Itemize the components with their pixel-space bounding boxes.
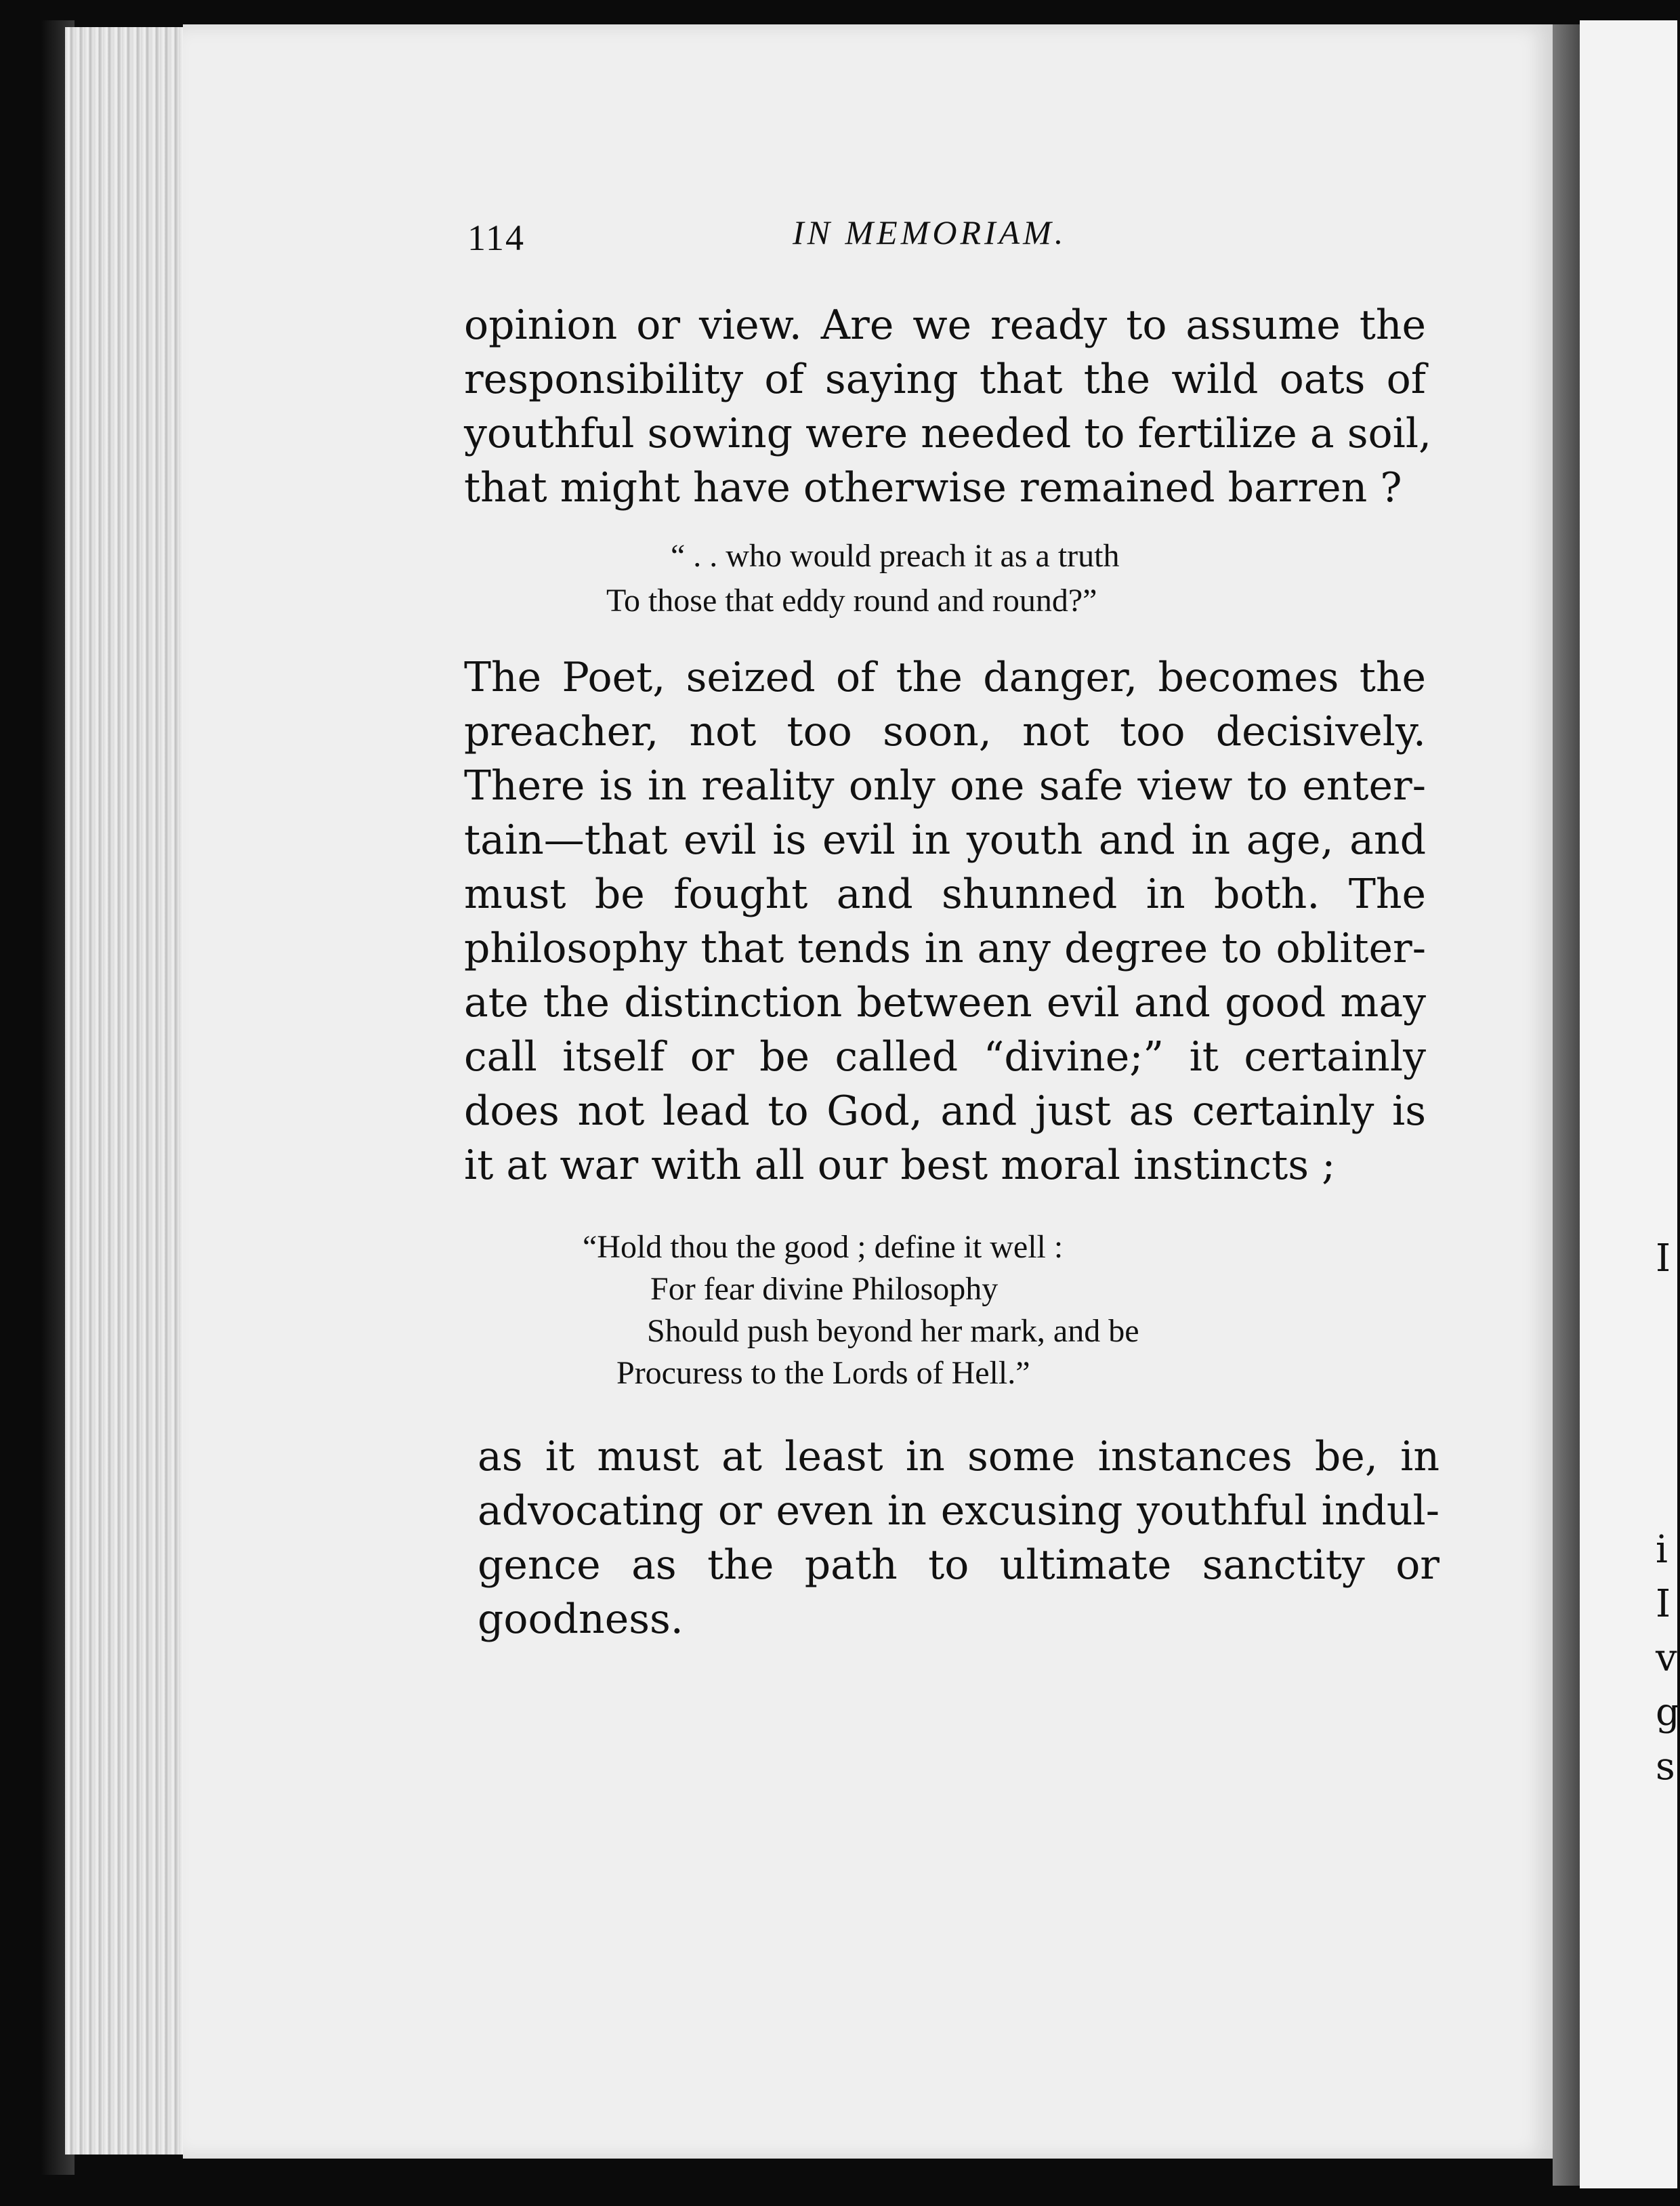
text-line: gence as the path to ultimate sanctity or	[478, 1541, 1440, 1589]
text-line: that might have otherwise remained barren ?	[464, 464, 1402, 512]
verse-line: “Hold thou the good ; define it well :	[583, 1229, 1064, 1265]
text-line: There is in reality only one safe view to enter-	[464, 762, 1426, 810]
paragraph-2	[464, 650, 1426, 1192]
text-line: opinion or view. Are we ready to assume the	[464, 301, 1426, 349]
text-line: preacher, not too soon, not too decisively.	[464, 708, 1426, 755]
text-line: call itself or be called “divine;” it certainly	[464, 1033, 1426, 1081]
text-line: ate the distinction between evil and good may	[464, 979, 1426, 1026]
text-line: The Poet, seized of the danger, becomes the	[464, 654, 1426, 701]
text-line: as it must at least in some instances be, in	[478, 1433, 1440, 1480]
facing-page-fragment: I	[1656, 1582, 1671, 1626]
facing-page-fragment: i	[1656, 1528, 1668, 1572]
text-line: it at war with all our best moral instincts ;	[464, 1142, 1336, 1189]
text-line: tain—that evil is evil in youth and in age, and	[464, 816, 1426, 864]
text-line: youthful sowing were needed to fertilize a soil,	[464, 410, 1432, 457]
page-number: 114	[467, 217, 525, 258]
text-line: responsibility of saying that the wild oats of	[464, 356, 1426, 403]
facing-page-fragment: v	[1656, 1636, 1677, 1680]
stacked-page-edges	[65, 27, 196, 2155]
text-line: does not lead to God, and just as certainly is	[464, 1087, 1426, 1135]
verse-line: Should push beyond her mark, and be	[647, 1313, 1139, 1349]
facing-page	[1580, 20, 1677, 2188]
running-title: IN MEMORIAM.	[793, 213, 1067, 251]
text-line: advocating or even in excusing youthful indul-	[478, 1487, 1440, 1535]
verse-line: Procuress to the Lords of Hell.”	[616, 1355, 1030, 1391]
quote-2	[583, 1226, 1139, 1394]
verse-line: “ . . who would preach it as a truth	[671, 538, 1120, 574]
paragraph-3	[478, 1430, 1440, 1646]
paragraph-1	[464, 298, 1432, 515]
quote-1-line-2	[606, 580, 1097, 622]
text-line: must be fought and shunned in both. The	[464, 871, 1426, 918]
text-line: philosophy that tends in any degree to obliter-	[464, 925, 1426, 972]
facing-page-fragment: g	[1656, 1690, 1680, 1734]
facing-page-fragment: I	[1656, 1236, 1671, 1281]
facing-page-fragment: s	[1656, 1745, 1675, 1789]
text-line: goodness.	[478, 1596, 684, 1643]
quote-1	[671, 535, 1119, 577]
book-gutter	[1553, 24, 1580, 2186]
verse-line: For fear divine Philosophy	[650, 1271, 999, 1307]
verse-line: To those that eddy round and round?”	[606, 583, 1097, 619]
page-header	[467, 213, 1416, 271]
